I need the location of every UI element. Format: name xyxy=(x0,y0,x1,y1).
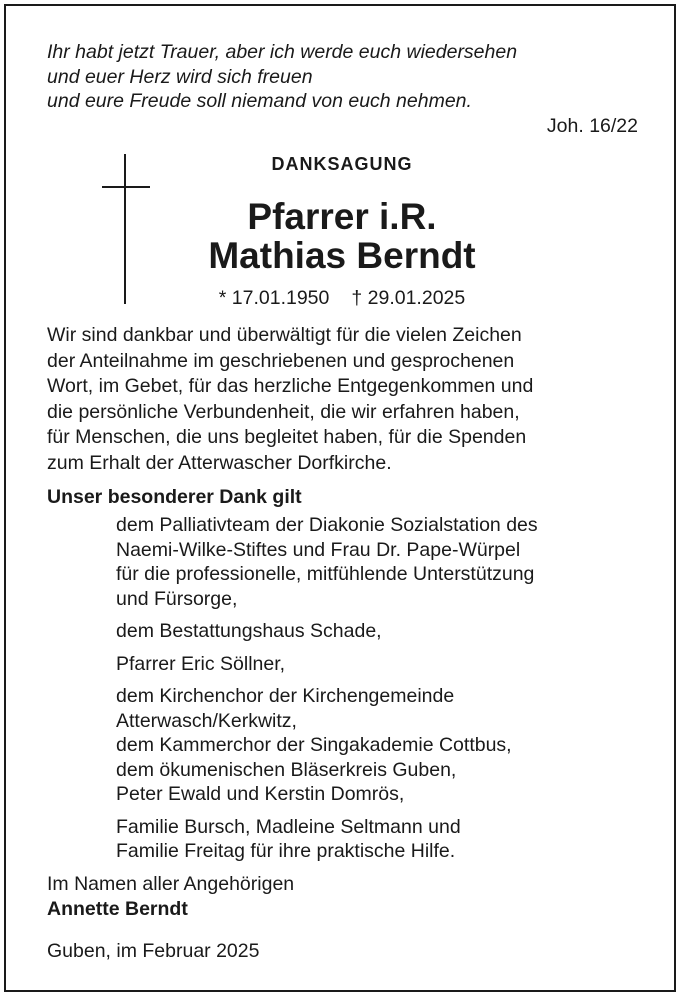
verse-reference: Joh. 16/22 xyxy=(546,115,638,137)
on-behalf-text: Im Namen aller Angehörigen xyxy=(47,873,295,895)
thanks-line: Pfarrer Eric Söllner, xyxy=(116,652,286,675)
paragraph-line: Wir sind dankbar und überwältigt für die vielen Zeichen xyxy=(47,324,522,346)
thanks-line: Naemi-Wilke-Stiftes und Frau Dr. Pape-Würpel xyxy=(116,538,521,561)
thanks-line: dem Palliativteam der Diakonie Sozialstation des xyxy=(116,514,538,536)
thanks-line: dem Bestattungshaus Schade, xyxy=(116,620,382,642)
paragraph-line: der Anteilnahme im geschriebenen und gesprochenen xyxy=(47,349,515,372)
thanks-group xyxy=(116,652,538,677)
thanks-line: Peter Ewald und Kerstin Domrös, xyxy=(116,783,405,805)
thanks-line: für die professionelle, mitfühlende Unterstützung xyxy=(116,563,535,585)
deceased-name: Mathias Berndt xyxy=(208,235,476,276)
deceased-title: Pfarrer i.R. xyxy=(247,196,437,237)
thanks-group xyxy=(116,815,538,864)
paragraph-line: Wort, im Gebet, für das herzliche Entgegenkommen und xyxy=(47,375,534,397)
bible-verse xyxy=(47,40,517,114)
paragraph-line: die persönliche Verbundenheit, die wir erfahren haben, xyxy=(47,400,520,423)
thanks-paragraph xyxy=(47,323,533,476)
thanks-line: dem Kammerchor der Singakademie Cottbus, xyxy=(116,734,512,756)
thanks-line: Atterwasch/Kerkwitz, xyxy=(116,709,297,732)
thanks-line: und Fürsorge, xyxy=(116,587,238,610)
death-date: † 29.01.2025 xyxy=(351,287,466,309)
thanks-heading: Unser besonderer Dank gilt xyxy=(47,486,302,508)
closing-block xyxy=(47,872,294,922)
notice-type-label: DANKSAGUNG xyxy=(271,154,413,174)
life-dates xyxy=(0,287,684,310)
thanks-group xyxy=(116,619,538,644)
thanks-group xyxy=(116,684,538,807)
thanks-line: Familie Bursch, Madleine Seltmann und xyxy=(116,815,461,838)
paragraph-line: zum Erhalt der Atterwascher Dorfkirche. xyxy=(47,451,392,474)
verse-line-2: und euer Herz wird sich freuen xyxy=(47,65,313,88)
birth-date: * 17.01.1950 xyxy=(218,287,330,309)
verse-line-3: und eure Freude soll niemand von euch nehmen. xyxy=(47,90,472,112)
thanks-list xyxy=(116,513,538,872)
signer-name: Annette Berndt xyxy=(47,898,188,920)
thanks-line: Familie Freitag für ihre praktische Hilfe. xyxy=(116,840,456,862)
cross-icon-bar xyxy=(102,186,150,188)
thanks-line: dem ökumenischen Bläserkreis Guben, xyxy=(116,758,457,781)
thanks-line: dem Kirchenchor der Kirchengemeinde xyxy=(116,685,455,707)
verse-line-1: Ihr habt jetzt Trauer, aber ich werde euch wiedersehen xyxy=(47,41,518,63)
paragraph-line: für Menschen, die uns begleitet haben, für die Spenden xyxy=(47,426,527,448)
place-date: Guben, im Februar 2025 xyxy=(47,940,260,962)
thanks-group xyxy=(116,513,538,611)
